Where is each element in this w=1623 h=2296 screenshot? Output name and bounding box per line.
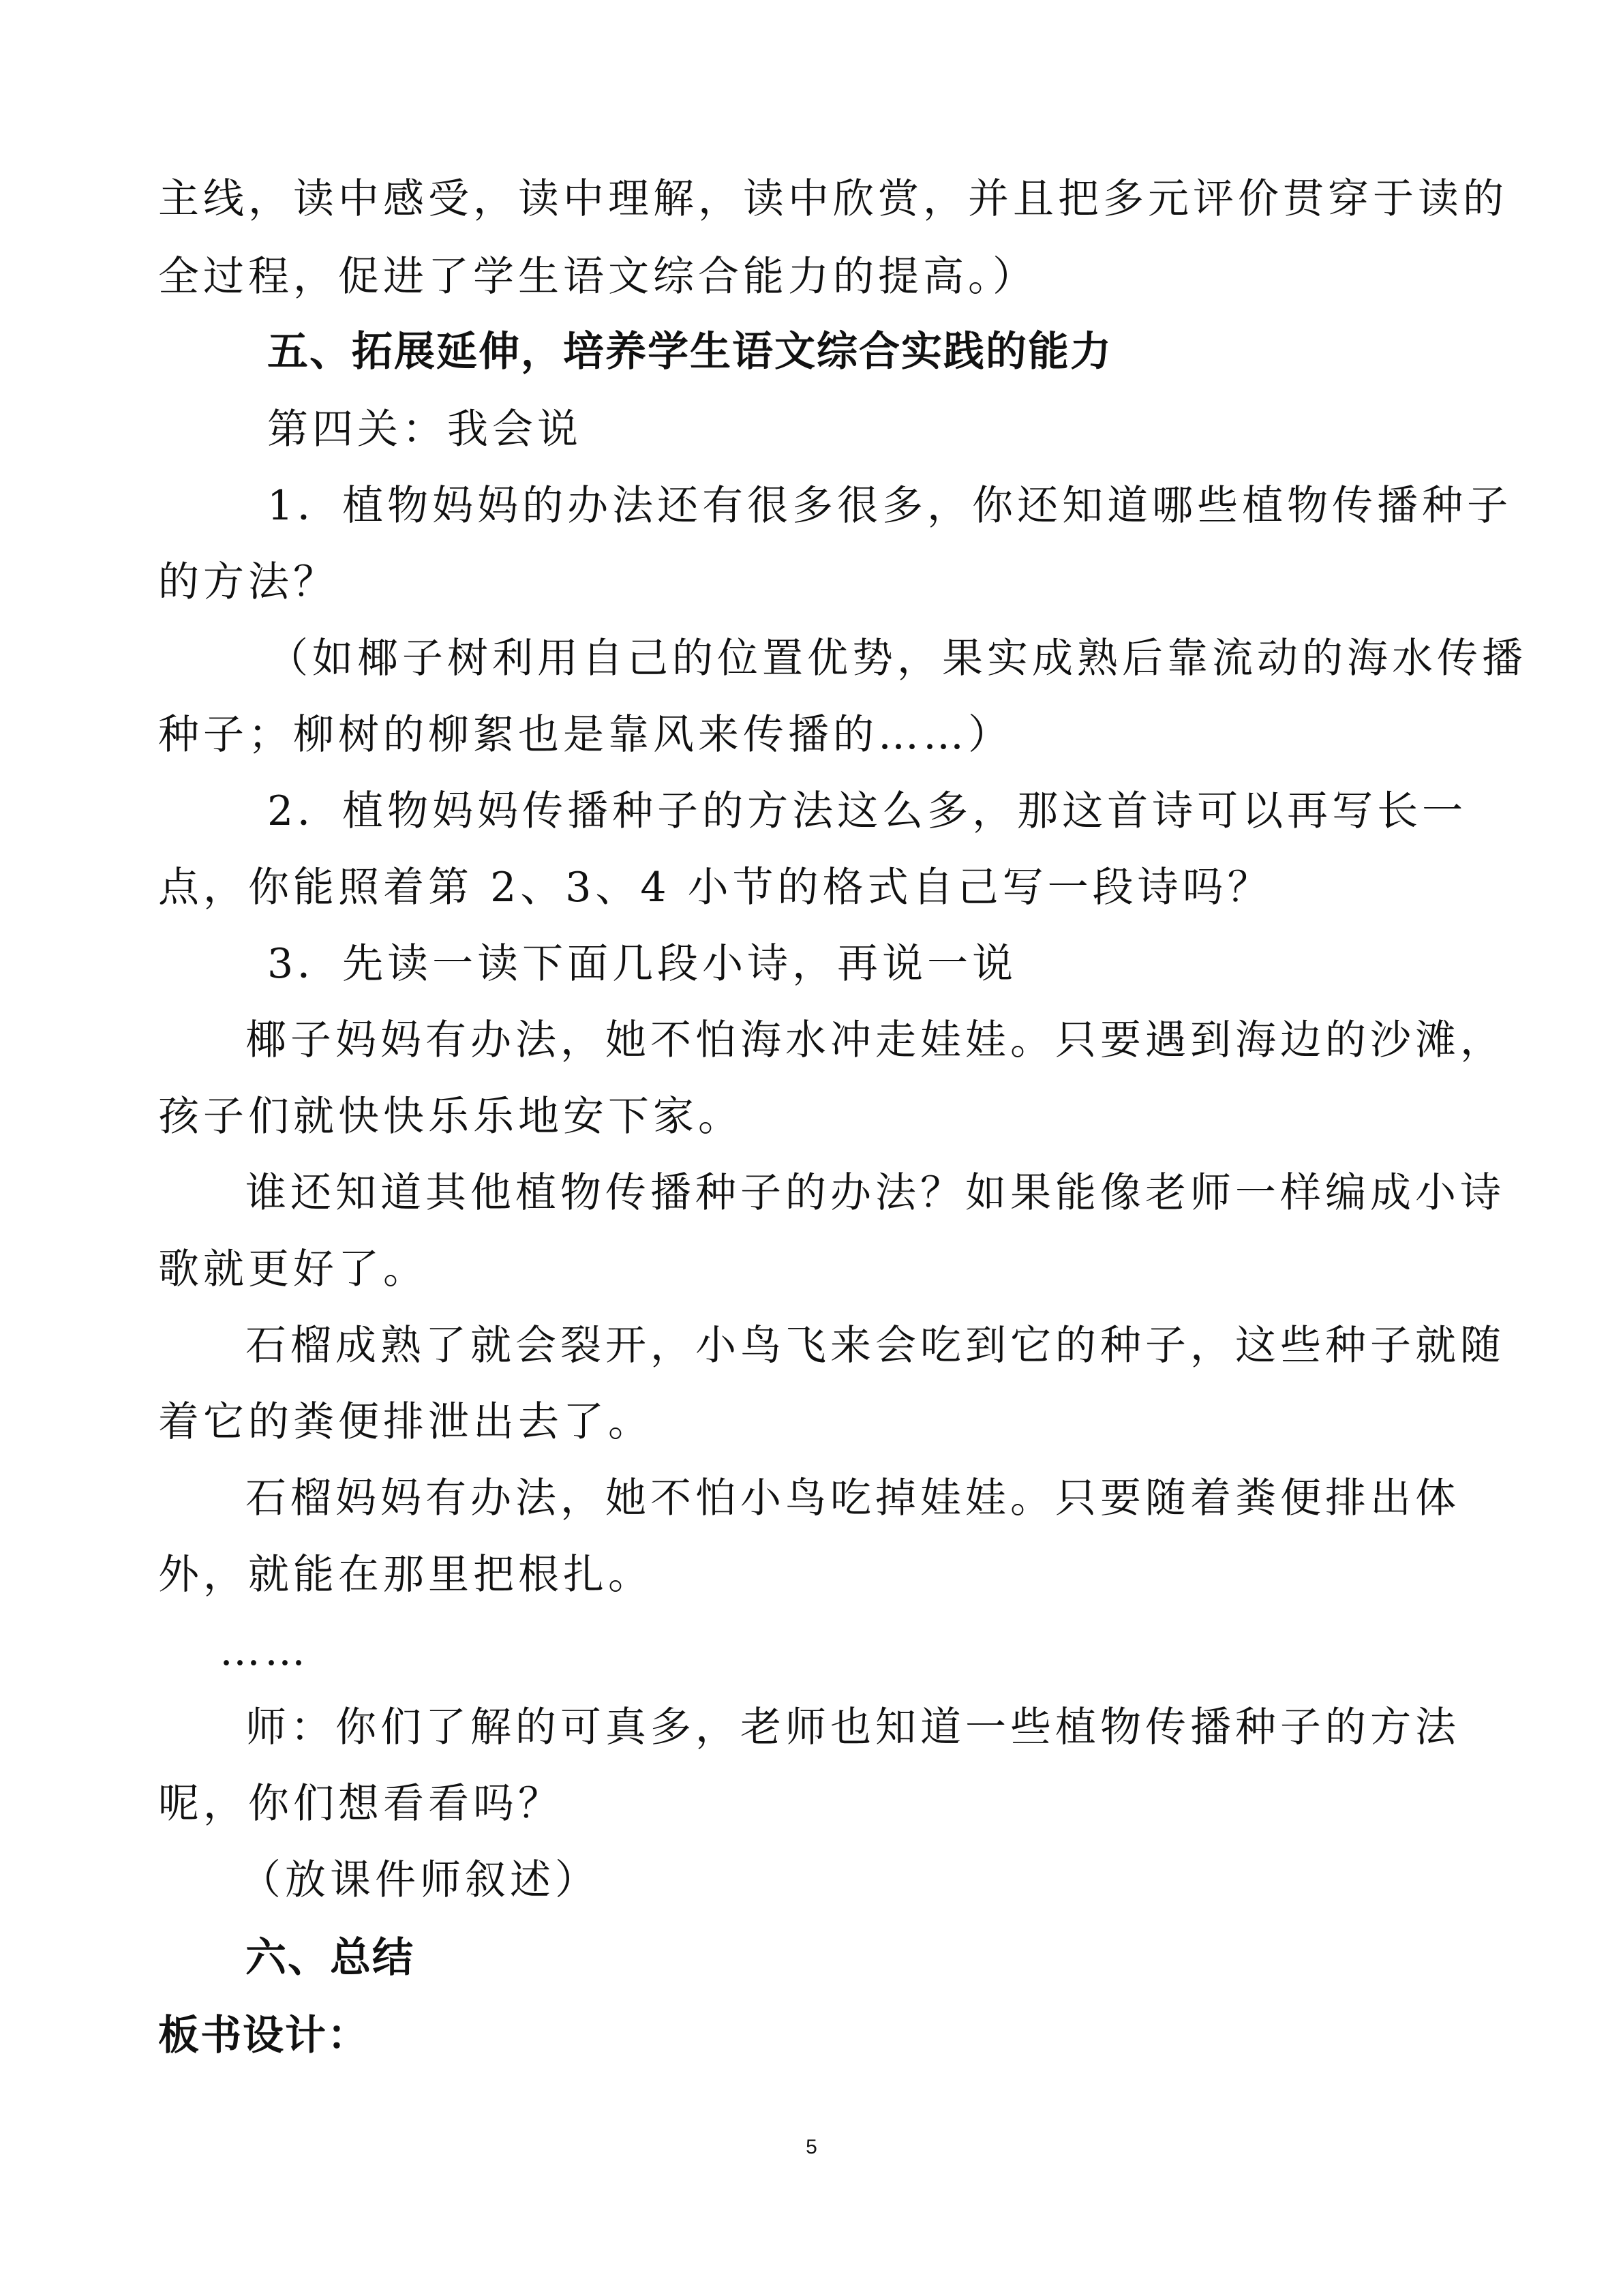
ellipsis-line: …… — [219, 1627, 309, 1675]
body-line: 呢，你们想看看吗？ — [158, 1780, 563, 1828]
body-line: 着它的粪便排泄出去了。 — [158, 1398, 653, 1446]
body-line: 种子；柳树的柳絮也是靠风来传播的……） — [158, 711, 1013, 759]
body-line: 2．植物妈妈传播种子的方法这么多，那这首诗可以再写长一 — [267, 787, 1468, 835]
body-line: 第四关：我会说 — [267, 406, 582, 453]
body-line: 孩子们就快快乐乐地安下家。 — [158, 1093, 743, 1141]
section-heading: 五、拓展延伸，培养学生语文综合实践的能力 — [267, 328, 1112, 376]
page-number: 5 — [806, 2136, 817, 2158]
body-line: 3．先读一读下面几段小诗，再说一说 — [267, 940, 1018, 988]
body-line: 石榴妈妈有办法，她不怕小鸟吃掉娃娃。只要随着粪便排出体 — [245, 1475, 1460, 1522]
body-line: 歌就更好了。 — [158, 1245, 428, 1293]
body-line: 石榴成熟了就会裂开，小鸟飞来会吃到它的种子，这些种子就随 — [245, 1322, 1505, 1370]
body-line: 1．植物妈妈的办法还有很多很多，你还知道哪些植物传播种子 — [267, 482, 1513, 530]
body-line: 主线，读中感受，读中理解，读中欣赏，并且把多元评价贯穿于读的 — [158, 175, 1508, 223]
body-line: 的方法？ — [158, 558, 338, 606]
body-line: 外，就能在那里把根扎。 — [158, 1551, 653, 1599]
body-line: （如椰子树利用自己的位置优势，果实成熟后靠流动的海水传播 — [267, 635, 1527, 682]
body-line: （放课件师叙述） — [240, 1856, 600, 1904]
body-line: 全过程，促进了学生语文综合能力的提高。） — [158, 253, 1037, 301]
body-line: 点，你能照着第 2、3、4 小节的格式自己写一段诗吗？ — [158, 864, 1273, 911]
body-line: 椰子妈妈有办法，她不怕海水冲走娃娃。只要遇到海边的沙滩， — [245, 1016, 1505, 1064]
section-heading: 六、总结 — [245, 1934, 414, 1982]
body-line: 谁还知道其他植物传播种子的办法？如果能像老师一样编成小诗 — [245, 1169, 1505, 1217]
body-line: 师：你们了解的可真多，老师也知道一些植物传播种子的方法 — [245, 1704, 1460, 1751]
section-heading: 板书设计： — [158, 2012, 369, 2059]
